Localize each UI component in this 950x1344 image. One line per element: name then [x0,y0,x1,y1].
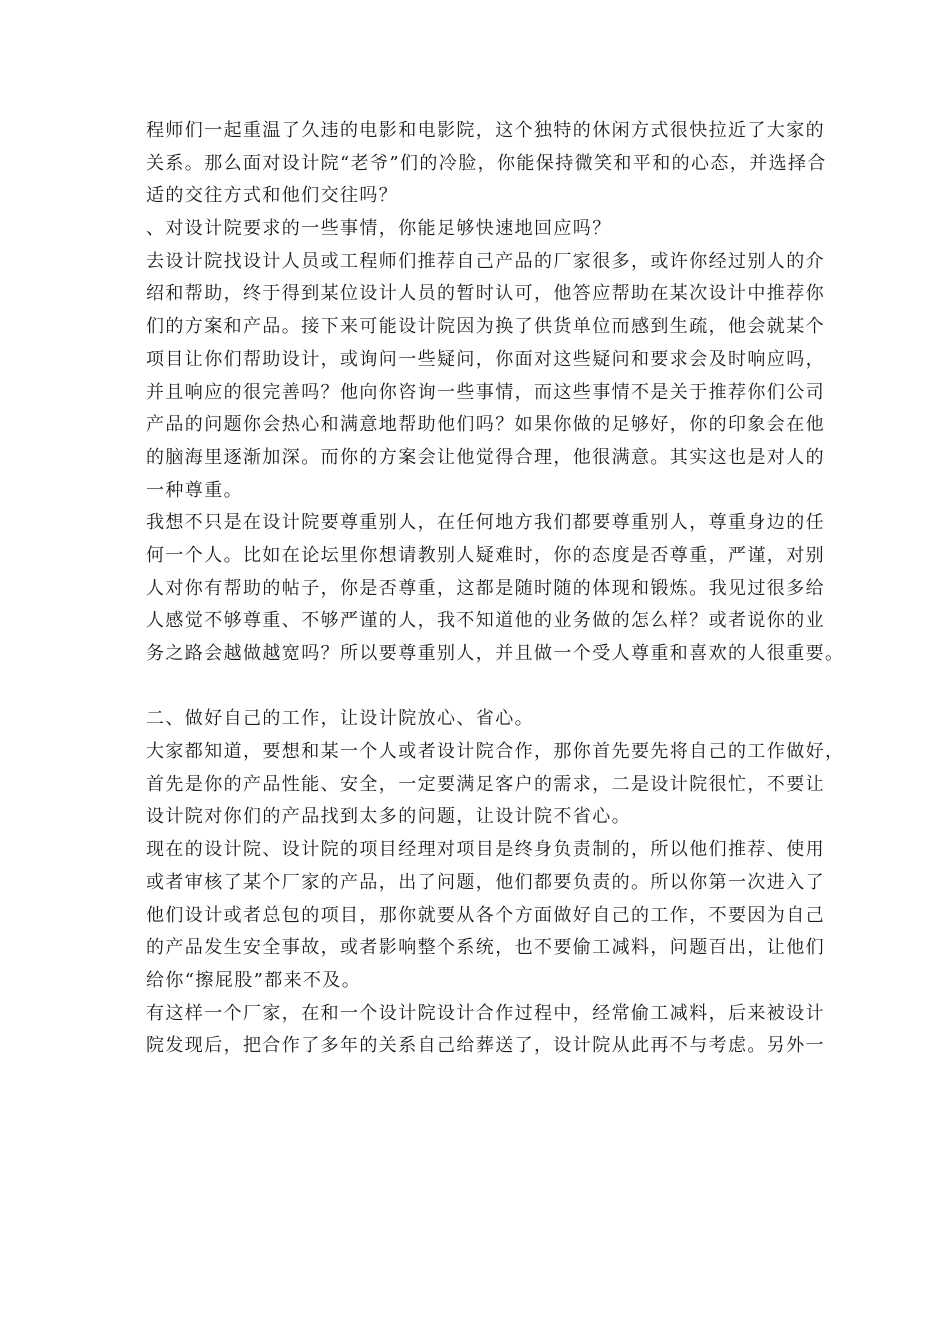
text-line: 人感觉不够尊重、不够严谨的人，我不知道他的业务做的怎么样？或者说你的业 [146,610,825,632]
text-line: 现在的设计院、设计院的项目经理对项目是终身负责制的，所以他们推荐、使用 [146,839,825,861]
text-line: 有这样一个厂家，在和一个设计院设计合作过程中，经常偷工减料，后来被设计 [146,1002,825,1024]
paragraph [146,998,825,1063]
text-line: 并且响应的很完善吗？他向你咨询一些事情，而这些事情不是关于推荐你们公司 [146,381,825,403]
text-line: 的产品发生安全事故，或者影响整个系统，也不要偷工减料，问题百出，让他们 [146,937,825,959]
section-heading: 二、做好自己的工作，让设计院放心、省心。 [146,708,534,730]
text-line: 大家都知道，要想和某一个人或者设计院合作，那你首先要先将自己的工作做好， [146,741,845,763]
text-line: 们的方案和产品。接下来可能设计院因为换了供货单位而感到生疏，他会就某个 [146,316,825,338]
text-line: 他们设计或者总包的项目，那你就要从各个方面做好自己的工作，不要因为自己 [146,904,825,926]
section-heading: 、对设计院要求的一些事情，你能足够快速地回应吗？ [146,218,612,240]
paragraph [146,507,845,670]
text-line: 或者审核了某个厂家的产品，出了问题，他们都要负责的。所以你第一次进入了 [146,871,825,893]
text-line: 绍和帮助，终于得到某位设计人员的暂时认可，他答应帮助在某次设计中推荐你 [146,283,825,305]
paragraph [146,834,825,997]
text-line: 适的交往方式和他们交往吗？ [146,185,399,207]
text-line: 我想不只是在设计院要尊重别人，在任何地方我们都要尊重别人，尊重身边的任 [146,512,825,534]
text-line: 设计院对你们的产品找到太多的问题，让设计院不省心。 [146,806,631,828]
paragraph [146,115,827,213]
text-line: 的脑海里逐渐加深。而你的方案会让他觉得合理，他很满意。其实这也是对人的 [146,446,825,468]
text-line: 项目让你们帮助设计，或询问一些疑问，你面对这些疑问和要求会及时响应吗， [146,348,825,370]
text-line: 程师们一起重温了久违的电影和电影院，这个独特的休闲方式很快拉近了大家的 [146,120,825,141]
paragraph [146,246,825,508]
text-line: 何一个人。比如在论坛里你想请教别人疑难时，你的态度是否尊重，严谨，对别 [146,544,825,566]
text-line: 关系。那么面对设计院“老爷”们的冷脸，你能保持微笑和平和的心态，并选择合 [146,152,827,174]
text-line: 去设计院找设计人员或工程师们推荐自己产品的厂家很多，或许你经过别人的介 [146,250,825,272]
blank-line [146,671,816,704]
text-line: 产品的问题你会热心和满意地帮助他们吗？如果你做的足够好，你的印象会在他 [146,414,825,436]
paragraph [146,736,845,834]
text-line: 务之路会越做越宽吗？所以要尊重别人，并且做一个受人尊重和喜欢的人很重要。 [146,643,845,664]
text-line: 首先是你的产品性能、安全，一定要满足客户的需求，二是设计院很忙，不要让 [146,773,825,795]
text-line: 一种尊重。 [146,479,243,501]
text-line: 院发现后，把合作了多年的关系自己给葬送了，设计院从此再不与考虑。另外一 [146,1035,825,1057]
text-line: 人对你有帮助的帖子，你是否尊重，这都是随时随的体现和锻炼。我见过很多给 [146,577,825,599]
document-body [146,115,845,1063]
text-line: 给你“擦屁股”都来不及。 [146,969,362,991]
